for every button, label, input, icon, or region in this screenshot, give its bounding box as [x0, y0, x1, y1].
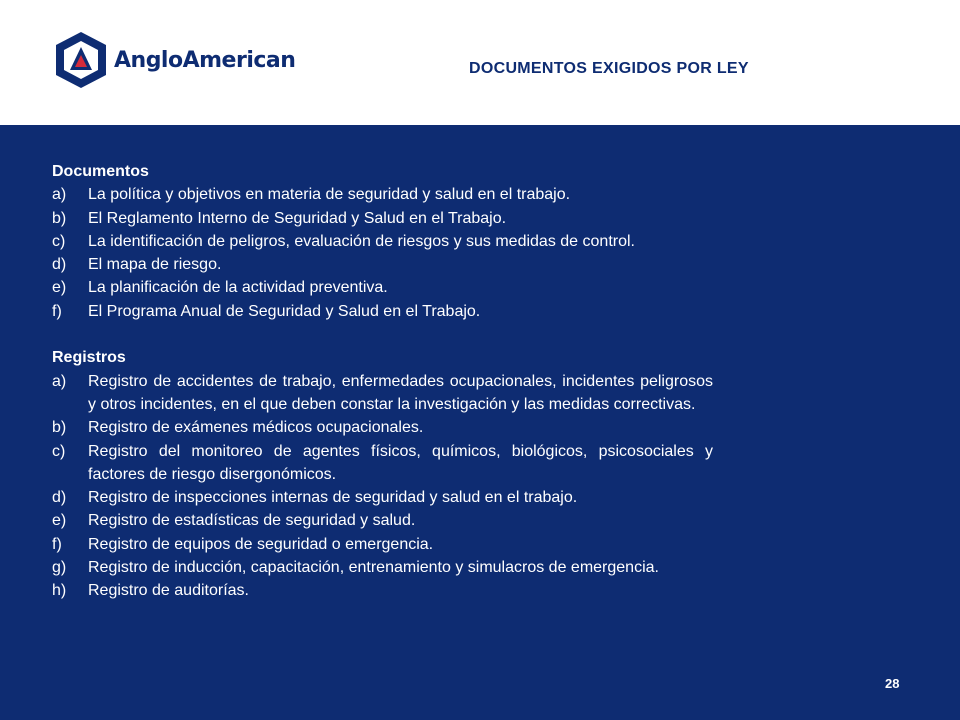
documentos-heading: Documentos	[52, 163, 149, 180]
logo-wordmark: AngloAmerican	[114, 47, 296, 73]
list-marker: c)	[52, 442, 66, 460]
list-marker: d)	[52, 256, 67, 274]
list-item	[52, 230, 713, 253]
list-marker: f)	[52, 535, 62, 553]
list-item-text: Registro de exámenes médicos ocupacionales.	[88, 419, 424, 437]
list-item	[52, 276, 713, 299]
list-marker: e)	[52, 279, 67, 297]
list-item-text: El Reglamento Interno de Seguridad y Salud en el Trabajo.	[88, 209, 507, 227]
list-item	[52, 486, 713, 509]
list-item-text: Registro de auditorías.	[88, 582, 249, 600]
list-item	[52, 579, 713, 602]
list-item-text: Registro de equipos de seguridad o emergencia.	[88, 535, 434, 553]
list-item	[52, 533, 713, 556]
list-item	[52, 509, 713, 532]
list-marker: a)	[52, 372, 67, 390]
list-item	[52, 207, 713, 230]
list-item	[52, 556, 713, 579]
list-marker: g)	[52, 559, 67, 577]
anglo-american-logo	[52, 30, 295, 90]
list-marker: a)	[52, 186, 67, 204]
list-item-text: Registro del monitoreo de agentes físicos, químicos, biológicos, psicosociales y factores de riesgo disergonómicos.	[88, 442, 713, 483]
list-item-text: La planificación de la actividad preventiva.	[88, 279, 388, 297]
list-item-text: El mapa de riesgo.	[88, 256, 222, 274]
registros-heading: Registros	[52, 349, 126, 367]
list-item	[52, 300, 713, 323]
list-item-text: Registro de estadísticas de seguridad y salud.	[88, 512, 416, 530]
registros-list	[52, 370, 713, 603]
slide-header	[0, 0, 960, 125]
list-item	[52, 416, 713, 439]
logo-mark-icon	[52, 30, 110, 90]
list-marker: e)	[52, 512, 67, 530]
list-marker: h)	[52, 582, 67, 600]
list-marker: b)	[52, 419, 67, 437]
slide-title: DOCUMENTOS EXIGIDOS POR LEY	[469, 60, 749, 77]
list-item-text: Registro de inducción, capacitación, entrenamiento y simulacros de emergencia.	[88, 559, 659, 577]
list-item-text: La política y objetivos en materia de seguridad y salud en el trabajo.	[88, 186, 571, 204]
documentos-list	[52, 183, 713, 323]
list-item	[52, 183, 713, 206]
list-item	[52, 370, 713, 417]
list-item-text: La identificación de peligros, evaluación de riesgos y sus medidas de control.	[88, 232, 635, 250]
list-item	[52, 440, 713, 487]
section-spacer	[52, 323, 713, 346]
list-marker: d)	[52, 489, 67, 507]
content-body	[52, 160, 713, 603]
list-marker: b)	[52, 209, 67, 227]
list-marker: c)	[52, 232, 66, 250]
list-item-text: Registro de accidentes de trabajo, enfermedades ocupacionales, incidentes peligrosos y otros incidentes, en el que deben constar la investigación y las medidas correctivas.	[88, 372, 713, 413]
list-item-text: Registro de inspecciones internas de seguridad y salud en el trabajo.	[88, 489, 578, 507]
list-item	[52, 253, 713, 276]
list-item-text: El Programa Anual de Seguridad y Salud en el Trabajo.	[88, 302, 481, 320]
list-marker: f)	[52, 302, 62, 320]
page-number: 28	[885, 676, 900, 691]
